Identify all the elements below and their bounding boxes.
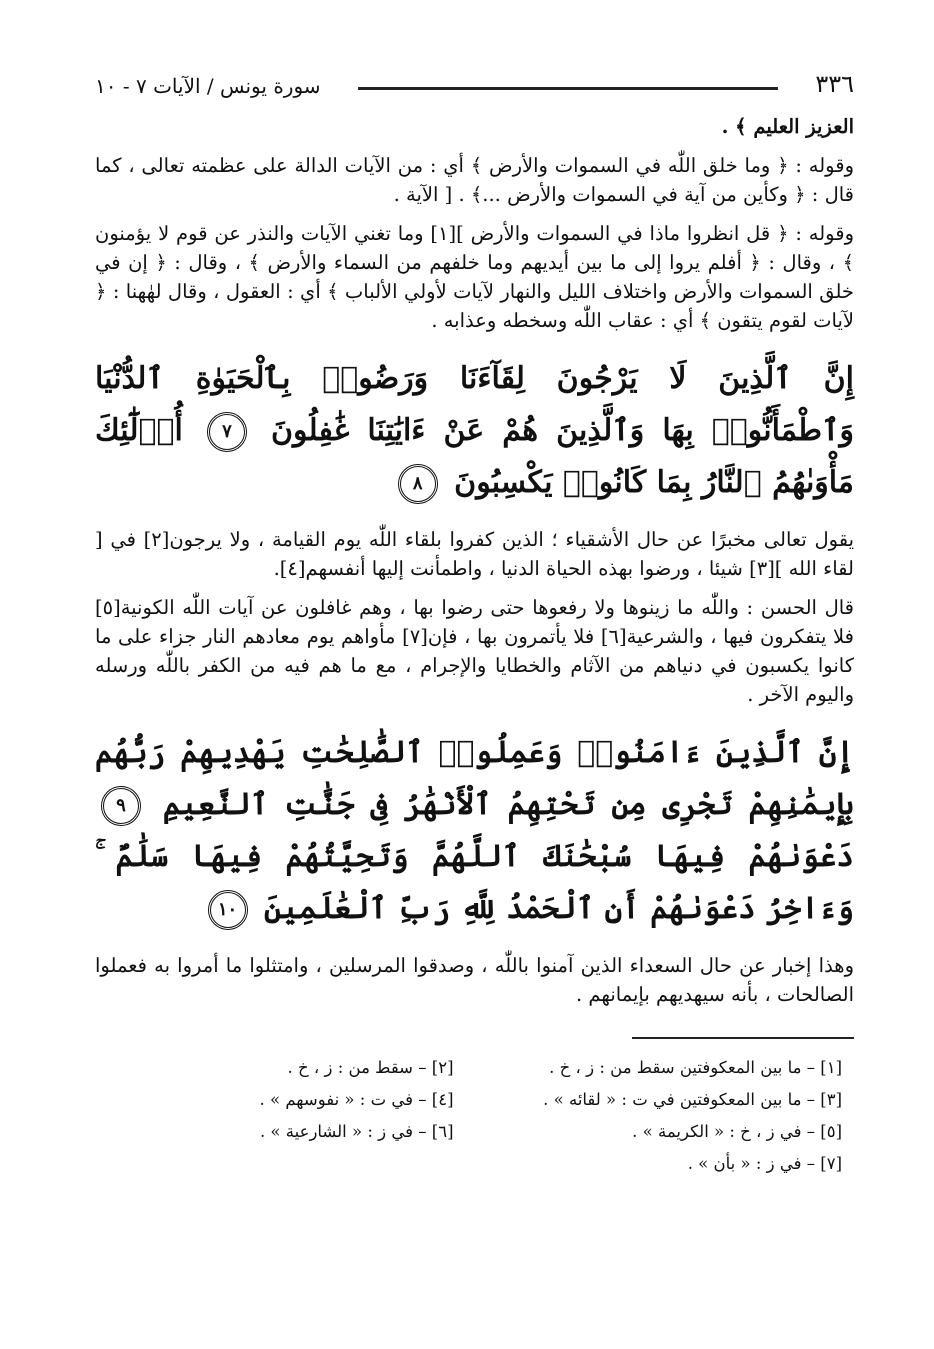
running-title: سورة يونس / الآيات ٧ - ١٠	[95, 74, 321, 98]
footnote-2: [٢] – سقط من : ز ، خ .	[287, 1058, 454, 1077]
footnote-3: [٣] – ما بين المعكوفتين في ت : « لقائه » .	[543, 1090, 842, 1109]
ayah-number-8: ٨	[398, 464, 438, 504]
page-header	[95, 60, 854, 98]
ayah-block-7-8	[95, 353, 854, 509]
paragraph-2: وقوله : ﴿ قل انظروا ماذا في السموات والأرض ][١] وما تغني الآيات والنذر عن قوم لا يؤمنون ﴾ ، وقال : ﴿ أفلم يروا إلى ما بين أيديهم وما خلفهم من السماء والأرض ﴾ ، وقال : ﴿ إن في خلق السموات والأرض واختلاف الليل والنهار لآيات لأولي الألباب ﴾ أي : العقول ، وقال لهٰهنا : ﴿ لآيات لقوم يتقون ﴾ أي : عقاب اللّٰه وسخطه وعذابه .	[95, 222, 854, 332]
header-rule	[358, 87, 778, 90]
footnote-6: [٦] – في ز : « الشارعية » .	[259, 1122, 454, 1141]
footnote-5: [٥] – في ز ، خ : « الكريمة » .	[632, 1122, 842, 1141]
ayah-block-9-10	[95, 727, 854, 935]
paragraph-1: وقوله : ﴿ وما خلق اللّٰه في السموات والأرض ﴾ أي : من الآيات الدالة على عظمته تعالى ، كما قال : ﴿ وكأين من آية في السموات والأرض ...﴾ . [ الآية .	[95, 154, 854, 206]
footnote-1: [١] – ما بين المعكوفتين سقط من : ز ، خ .	[549, 1058, 842, 1077]
page-number: ٣٣٦	[815, 70, 854, 98]
ayah-7-line-1: إِنَّ ٱلَّذِينَ لَا يَرْجُونَ لِقَآءَنَا وَرَضُوا۟ بِٱلْحَيَوٰةِ ٱلدُّنْيَا وَٱطْمَأَنُّوا۟ بِهَا وَٱلَّذِينَ هُمْ عَنْ	[95, 361, 855, 448]
footnote-4: [٤] – في ت : « نفوسهم » .	[259, 1090, 454, 1109]
ayah-8-text: أُو۟لَٰٓئِكَ مَأْوَىٰهُمُ ٱلنَّارُ بِمَا كَانُوا۟ يَكْسِبُونَ	[95, 413, 854, 500]
intro-line: العزيز العليم ﴾ .	[721, 115, 854, 138]
paragraph-5: وهذا إخبار عن حال السعداء الذين آمنوا باللّٰه ، وصدقوا المرسلين ، وامتثلوا ما أمروا به فعملوا الصالحات ، بأنه سيهديهم بإيمانهم .	[95, 954, 854, 1006]
ayah-9-line-1: إِنَّ ٱلَّذِينَ ءَامَنُوا۟ وَعَمِلُوا۟ ٱلصَّٰلِحَٰتِ يَهْدِيهِمْ رَبُّهُم بِإِيمَٰنِهِمْ تَجْرِى مِن	[95, 735, 855, 822]
paragraph-4: قال الحسن : واللّٰه ما زينوها ولا رفعوها حتى رضوا بها ، وهم غافلون عن آيات اللّٰه الكونية[٥] فلا يتفكرون فيها ، والشرعية[٦] فلا يأتمرون بها ، فإن[٧] مأواهم يوم معادهم النار جزاء على ما كانوا يكسبون في دنياهم من الآثام والخطايا والإجرام ، مع ما هم فيه من الكفر باللّٰه ورسله واليوم الآخر .	[95, 596, 854, 706]
ayah-number-9: ٩	[101, 786, 141, 826]
ayah-10-line-1: دَعْوَىٰهُمْ فِيهَا سُبْحَٰنَكَ ٱللَّهُمَّ وَتَحِيَّتُهُمْ فِيهَا	[191, 839, 854, 874]
book-page	[95, 60, 854, 1177]
ayah-7-line-2: ءَايَٰتِنَا غَٰفِلُونَ	[270, 413, 426, 448]
footnotes	[95, 1055, 854, 1177]
footnote-rule	[632, 1037, 854, 1039]
paragraph-3: يقول تعالى مخبرًا عن حال الأشقياء ؛ الذين كفروا بلقاء اللّٰه يوم القيامة ، ولا يرجون[٢] في [ لقاء الله ][٣] شيئا ، ورضوا بهذه الحياة الدنيا ، واطمأنت إليها أنفسهم[٤].	[95, 528, 855, 580]
footnote-7: [٧] – في ز : « بأن » .	[687, 1154, 842, 1173]
ayah-number-7: ٧	[207, 412, 247, 452]
ayah-9-line-2: تَحْتِهِمُ ٱلْأَنْهَٰرُ فِى جَنَّٰتِ ٱلنَّعِيمِ	[162, 787, 596, 822]
ayah-number-10: ١٠	[208, 890, 248, 930]
ayah-10-line-2: سَلَٰمٌ ۚ وَءَاخِرُ دَعْوَىٰهُمْ أَنِ ٱلْحَمْدُ لِلَّهِ رَبِّ ٱلْعَٰلَمِينَ	[95, 839, 854, 926]
